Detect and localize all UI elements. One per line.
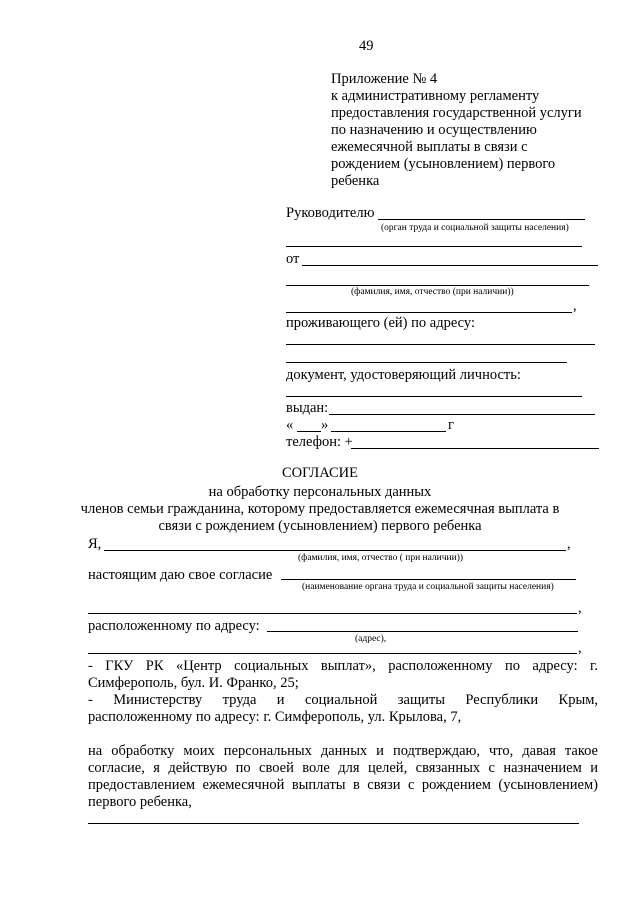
head-label: Руководителю — [286, 205, 375, 221]
recipient-2-line-2: расположенному по адресу: г. Симферополь, ул. Крылова, 7, — [88, 709, 462, 725]
document-label: документ, удостоверяющий личность: — [286, 367, 521, 383]
appendix-line: ежемесячной выплаты в связи с — [331, 139, 528, 155]
organ-field-line[interactable] — [281, 579, 576, 580]
phone-field-line[interactable] — [351, 448, 599, 449]
issued-field-line[interactable] — [329, 414, 595, 415]
i-label: Я, — [88, 536, 102, 552]
bottom-field-line[interactable] — [88, 823, 579, 824]
residence-field-line-2[interactable] — [286, 362, 567, 363]
consent-paragraph-line-3: предоставлением ежемесячной выплаты в связи с рождением (усыновлением) — [88, 777, 598, 793]
date-open-quote: « — [286, 417, 294, 433]
appendix-line: предоставления государственной услуги — [331, 105, 582, 121]
date-month-line[interactable] — [331, 431, 446, 432]
head-field-line-2[interactable] — [286, 246, 582, 247]
residence-label: проживающего (ей) по адресу: — [286, 315, 475, 331]
issued-label: выдан: — [286, 400, 329, 416]
consent-subtitle: на обработку персональных данных — [208, 484, 432, 500]
comma-3: , — [578, 640, 582, 656]
i-caption: (фамилия, имя, отчество ( при наличии)) — [298, 553, 464, 563]
consent-subtitle-2: членов семьи гражданина, которому предоставляется ежемесячная выплата в — [80, 501, 560, 517]
address-field-line-2[interactable] — [88, 653, 577, 654]
consent-subtitle-3: связи с рождением (усыновлением) первого ребенка — [158, 518, 482, 534]
from-field-line[interactable] — [302, 265, 598, 266]
address-field-line[interactable] — [267, 631, 578, 632]
consent-paragraph-line-4: первого ребенка, — [88, 794, 192, 810]
recipient-2-line-1: - Министерству труда и социальной защиты Республики Крым, — [88, 692, 598, 708]
consent-paragraph-line-1: на обработку моих персональных данных и подтверждаю, что, давая такое — [88, 743, 598, 759]
phone-label: телефон: + — [286, 434, 353, 450]
comma-2: , — [578, 600, 582, 616]
date-close-quote: » — [321, 417, 329, 433]
year-suffix: г — [448, 417, 454, 433]
head-field-line[interactable] — [378, 219, 585, 220]
i-field-line[interactable] — [104, 550, 566, 551]
name-field-line[interactable] — [286, 285, 589, 286]
recipient-1-line-2: Симферополь, бул. И. Франко, 25; — [88, 675, 299, 691]
organ-field-line-2[interactable] — [88, 613, 577, 614]
residence-field-line[interactable] — [286, 344, 595, 345]
consent-paragraph-line-2: согласие, я действую по своей воле для целей, связанных с назначением и — [88, 760, 598, 776]
address-label: расположенному по адресу: — [88, 618, 260, 634]
from-label: от — [286, 251, 300, 267]
date-day-line[interactable] — [297, 431, 321, 432]
recipient-1-line-1: - ГКУ РК «Центр социальных выплат», расположенному по адресу: г. — [88, 658, 598, 674]
appendix-line: по назначению и осуществлению — [331, 122, 537, 138]
appendix-line: рождением (усыновлением) первого — [331, 156, 556, 172]
consent-label: настоящим даю свое согласие — [88, 567, 273, 583]
document-field-line[interactable] — [286, 396, 582, 397]
name-field-line-2[interactable] — [286, 312, 572, 313]
appendix-line: ребенка — [331, 173, 380, 189]
comma: , — [573, 298, 577, 314]
appendix-line: Приложение № 4 — [331, 71, 438, 87]
address-caption: (адрес), — [355, 634, 387, 644]
i-comma: , — [567, 536, 571, 552]
page-number: 49 — [359, 38, 374, 54]
head-caption: (орган труда и социальной защиты населения) — [381, 223, 569, 233]
consent-title: СОГЛАСИЕ — [281, 465, 359, 481]
organ-caption: (наименование органа труда и социальной защиты населения) — [302, 582, 554, 592]
appendix-line: к административному регламенту — [331, 88, 540, 104]
name-caption: (фамилия, имя, отчество (при наличии)) — [351, 287, 514, 297]
